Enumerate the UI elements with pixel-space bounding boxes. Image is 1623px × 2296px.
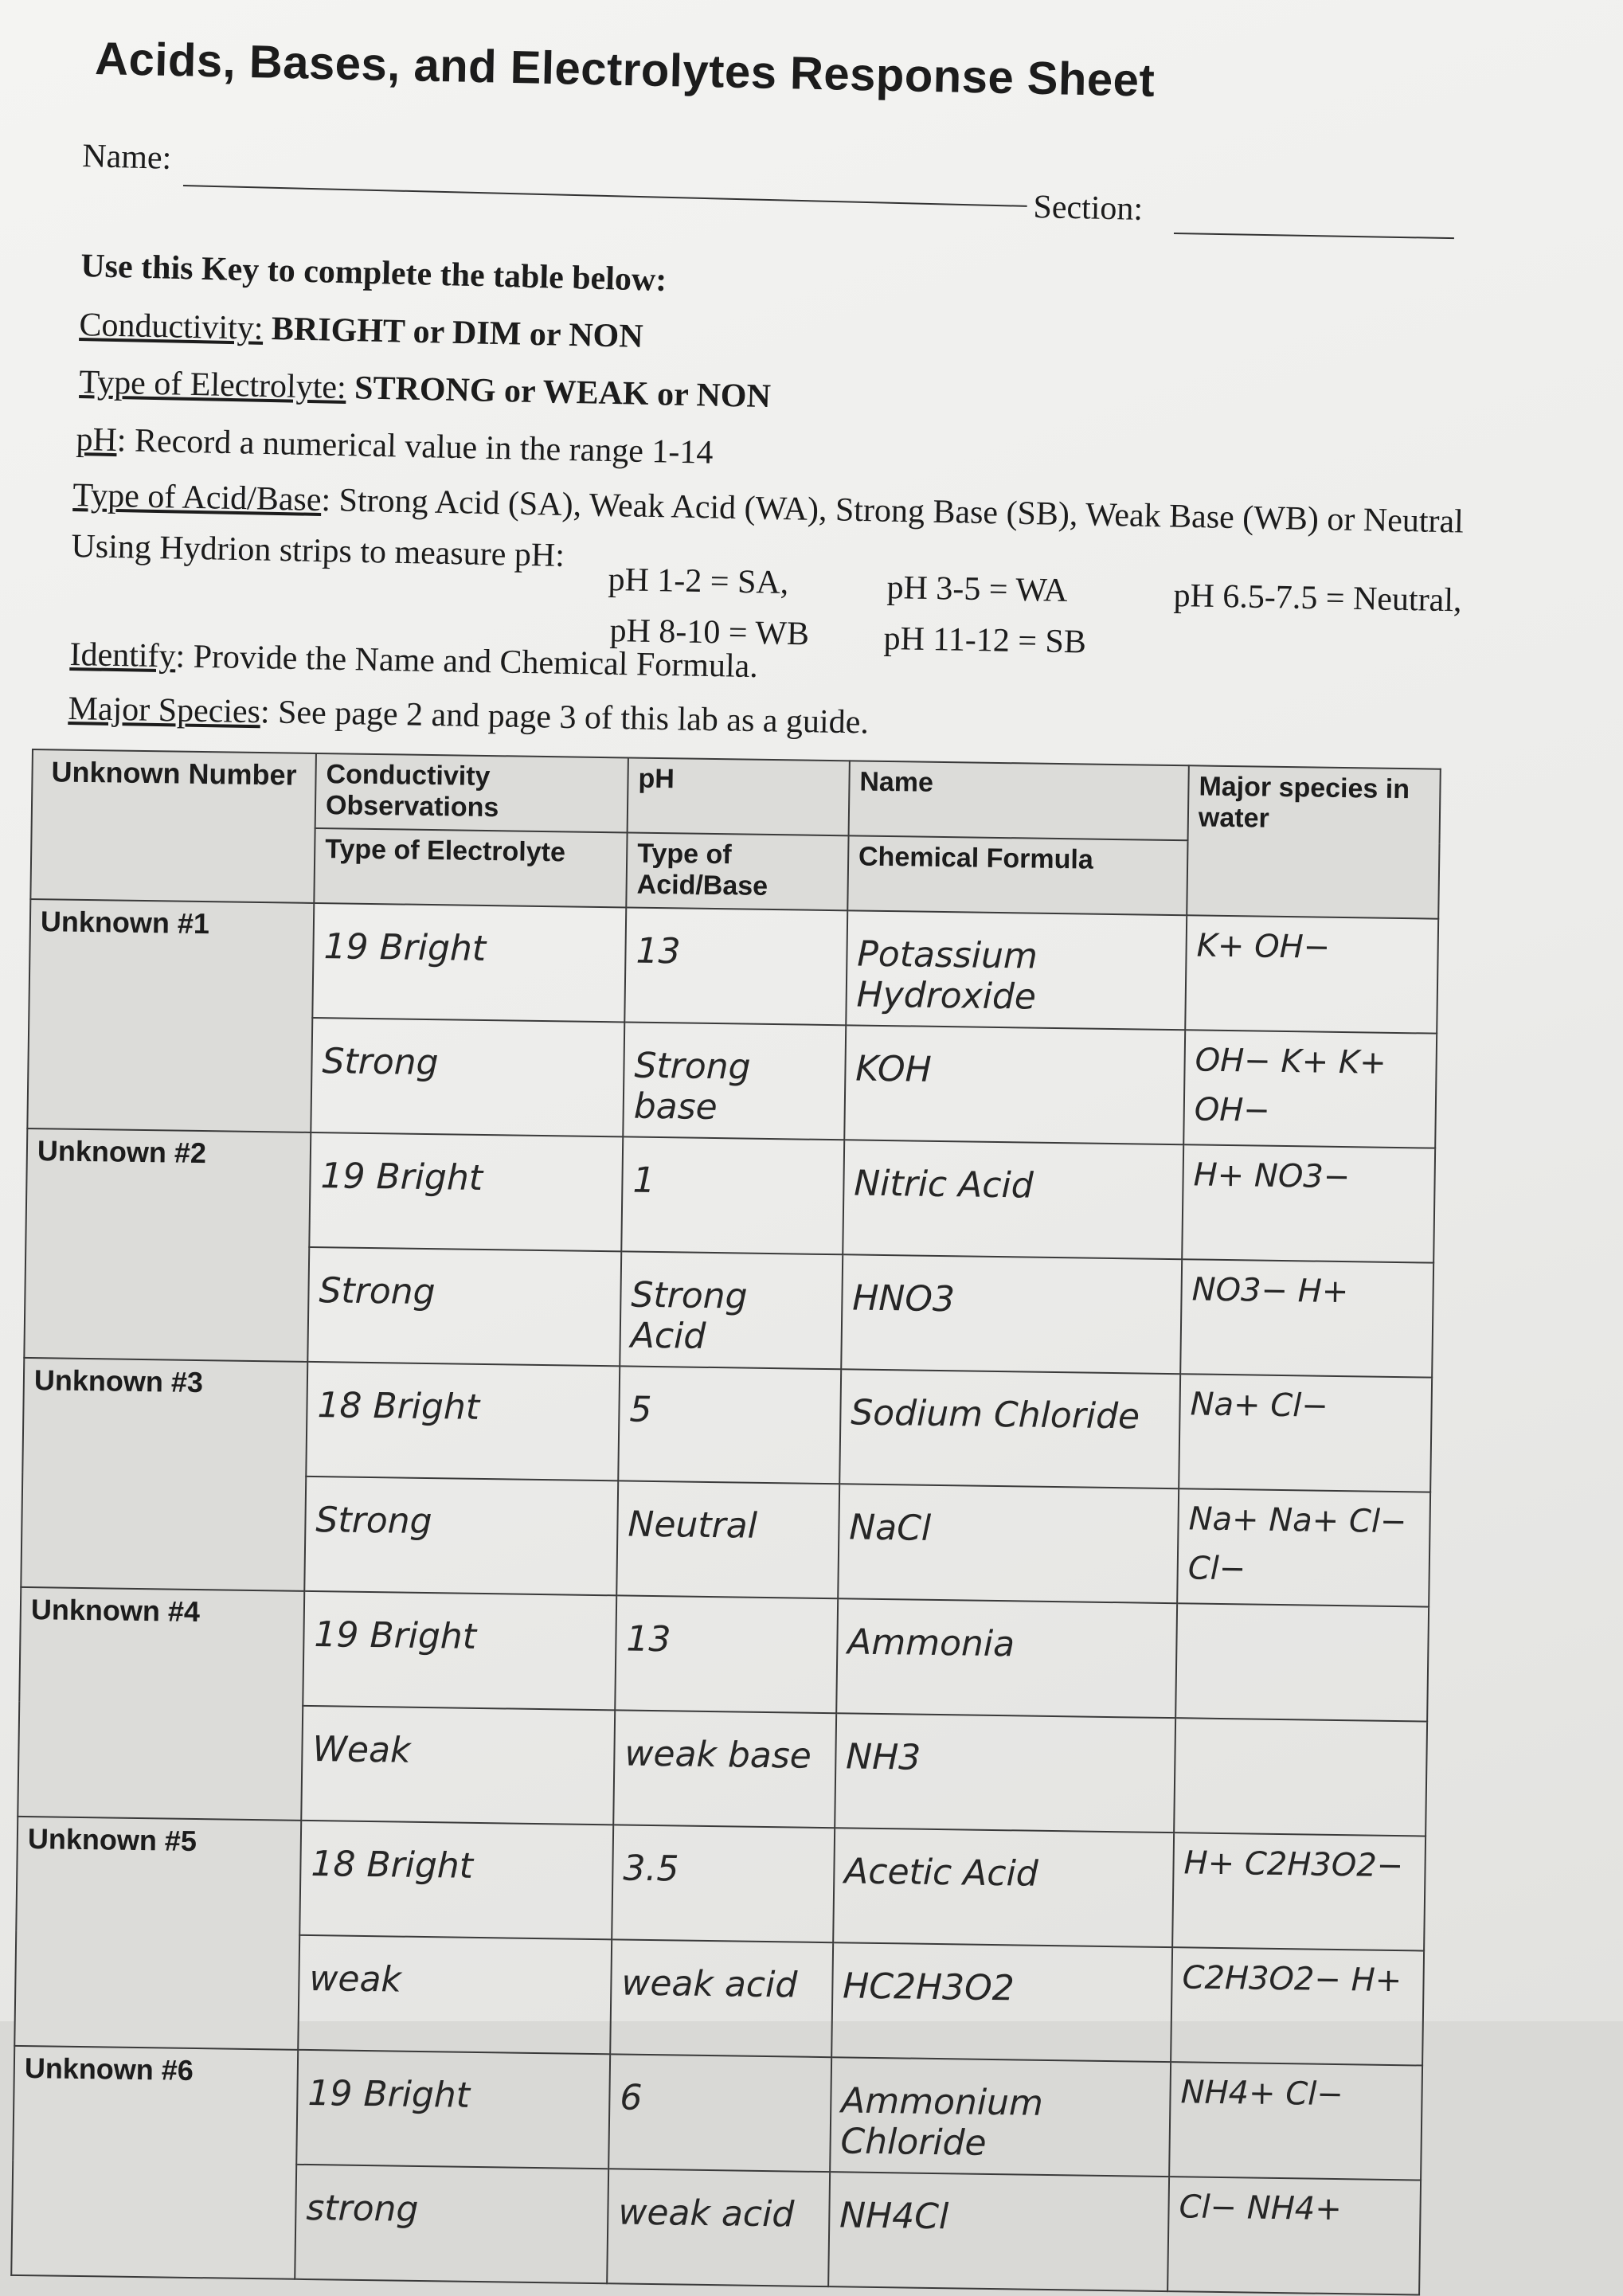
major-species-cell[interactable]: [1174, 1718, 1427, 1836]
header-conductivity: Conductivity Observations: [315, 753, 628, 832]
ph-sa: pH 1-2 = SA,: [608, 561, 789, 601]
major-species-cell[interactable]: NO3− H+: [1180, 1259, 1433, 1377]
row-label: Unknown #3: [21, 1358, 307, 1591]
conductivity-cell[interactable]: 18 Bright: [299, 1821, 613, 1939]
hydrion-strip-guide: [71, 527, 565, 575]
ph-cell[interactable]: 3.5: [612, 1825, 835, 1942]
header-formula: Chemical Formula: [847, 835, 1187, 915]
key-conductivity: [79, 306, 643, 356]
major-species-cell[interactable]: C2H3O2− H+: [1171, 1947, 1424, 2065]
table-row: [22, 1358, 1432, 1492]
acid-base-cell[interactable]: weak acid: [607, 2169, 830, 2286]
section-label: Section:: [1033, 188, 1144, 228]
key-ph: [76, 420, 714, 472]
conductivity-cell[interactable]: 19 Bright: [309, 1132, 623, 1251]
acid-base-cell[interactable]: Strong base: [623, 1022, 846, 1140]
electrolyte-cell[interactable]: strong: [295, 2165, 608, 2283]
formula-cell[interactable]: KOH: [844, 1025, 1185, 1144]
electrolyte-cell[interactable]: Strong: [307, 1247, 621, 1366]
electrolyte-cell[interactable]: weak: [298, 1935, 612, 2054]
section-blank-line: [1174, 233, 1454, 239]
name-label: Name:: [81, 137, 172, 177]
acid-base-cell[interactable]: weak base: [613, 1710, 836, 1828]
conductivity-cell[interactable]: 19 Bright: [303, 1591, 616, 1710]
hydrion-text: Using Hydrion strips to measure pH:: [71, 527, 565, 574]
electrolyte-key-values: STRONG or WEAK or NON: [354, 370, 772, 416]
electrolyte-cell[interactable]: Weak: [301, 1706, 615, 1825]
name-blank-line: [183, 185, 1027, 207]
major-species-cell[interactable]: NH4+ Cl−: [1169, 2062, 1422, 2180]
ph-wb: pH 8-10 = WB: [609, 612, 810, 653]
acid-base-cell[interactable]: weak acid: [610, 1939, 833, 2057]
conductivity-cell[interactable]: 18 Bright: [306, 1362, 620, 1480]
conductivity-cell[interactable]: 19 Bright: [312, 903, 626, 1022]
table-row: [16, 1817, 1426, 1951]
row-label: Unknown #4: [18, 1587, 304, 1821]
acid-base-cell[interactable]: Neutral: [616, 1480, 839, 1598]
formula-cell[interactable]: NH3: [835, 1713, 1175, 1832]
acid-base-cell[interactable]: Strong Acid: [620, 1251, 843, 1369]
electrolyte-key-label: Type of Electrolyte:: [79, 363, 347, 407]
ph-cell[interactable]: 5: [618, 1366, 841, 1484]
name-cell[interactable]: Ammonia: [836, 1598, 1177, 1718]
name-cell[interactable]: Sodium Chloride: [839, 1369, 1180, 1488]
row-label: Unknown #6: [11, 2046, 298, 2279]
name-cell[interactable]: Ammonium Chloride: [830, 2057, 1171, 2177]
major-species-cell[interactable]: Cl− NH4+: [1167, 2177, 1421, 2294]
row-label: Unknown #5: [14, 1817, 301, 2050]
table-row: [29, 899, 1438, 1034]
identify-key-text: : Provide the Name and Chemical Formula.: [175, 638, 759, 686]
ph-cell[interactable]: 13: [624, 907, 847, 1025]
conductivity-key-label: Conductivity:: [79, 306, 264, 347]
species-key-text: : See page 2 and page 3 of this lab as a guide.: [260, 694, 870, 741]
header-electrolyte: Type of Electrolyte: [314, 828, 627, 907]
ph-cell[interactable]: 6: [608, 2054, 831, 2172]
conductivity-key-values: BRIGHT or DIM or NON: [271, 311, 644, 355]
ph-wa: pH 3-5 = WA: [886, 569, 1069, 609]
table-row: [13, 2046, 1422, 2181]
table-header-row: [32, 749, 1441, 844]
page-title: Acids, Bases, and Electrolytes Response Sheet: [94, 32, 1156, 107]
major-species-cell[interactable]: H+ C2H3O2−: [1172, 1832, 1426, 1950]
header-acid-base: Type of Acid/Base: [626, 832, 848, 910]
header-name: Name: [848, 761, 1188, 840]
ph-cell[interactable]: 1: [621, 1136, 844, 1254]
key-major-species: [68, 690, 869, 742]
header-ph: pH: [628, 757, 850, 835]
electrolyte-cell[interactable]: Strong: [304, 1477, 618, 1595]
formula-cell[interactable]: HNO3: [841, 1254, 1182, 1374]
electrolyte-cell[interactable]: Strong: [311, 1018, 624, 1136]
major-species-cell[interactable]: Na+ Na+ Cl− Cl−: [1177, 1488, 1430, 1606]
formula-cell[interactable]: HC2H3O2: [831, 1942, 1172, 2062]
ph-key-label: pH: [76, 420, 118, 460]
header-major-species: Major species in water: [1187, 765, 1441, 918]
acid-base-key-label: Type of Acid/Base: [72, 476, 322, 518]
key-heading: Use this Key to complete the table below:: [80, 247, 667, 299]
header-unknown-number: Unknown Number: [30, 749, 316, 903]
acid-base-key-text: : Strong Acid (SA), Weak Acid (WA), Strong Base (SB), Weak Base (WB) or Neutral: [321, 481, 1465, 541]
major-species-cell[interactable]: K+ OH−: [1185, 915, 1438, 1033]
ph-neutral: pH 6.5-7.5 = Neutral,: [1173, 577, 1462, 620]
major-species-cell[interactable]: Na+ Cl−: [1179, 1374, 1432, 1492]
major-species-cell[interactable]: OH− K+ K+ OH−: [1183, 1030, 1437, 1148]
identify-key-label: Identify: [69, 636, 176, 675]
row-label: Unknown #1: [27, 899, 314, 1132]
major-species-cell[interactable]: H+ NO3−: [1182, 1144, 1435, 1262]
formula-cell[interactable]: NH4Cl: [828, 2172, 1169, 2291]
row-label: Unknown #2: [24, 1128, 311, 1362]
conductivity-cell[interactable]: 19 Bright: [296, 2050, 610, 2169]
name-cell[interactable]: Potassium Hydroxide: [846, 910, 1187, 1030]
species-key-label: Major Species: [68, 690, 261, 731]
formula-cell[interactable]: NaCl: [838, 1484, 1179, 1603]
table-row: [19, 1587, 1429, 1722]
name-cell[interactable]: Acetic Acid: [833, 1828, 1174, 1947]
ph-key-text: : Record a numerical value in the range 1-14: [116, 422, 714, 471]
results-table: [10, 749, 1441, 2296]
ph-sb: pH 11-12 = SB: [883, 620, 1087, 661]
key-electrolyte: [79, 363, 771, 416]
table-row: [25, 1128, 1435, 1263]
major-species-cell[interactable]: [1175, 1603, 1429, 1721]
name-cell[interactable]: Nitric Acid: [843, 1140, 1183, 1259]
ph-cell[interactable]: 13: [615, 1595, 838, 1713]
